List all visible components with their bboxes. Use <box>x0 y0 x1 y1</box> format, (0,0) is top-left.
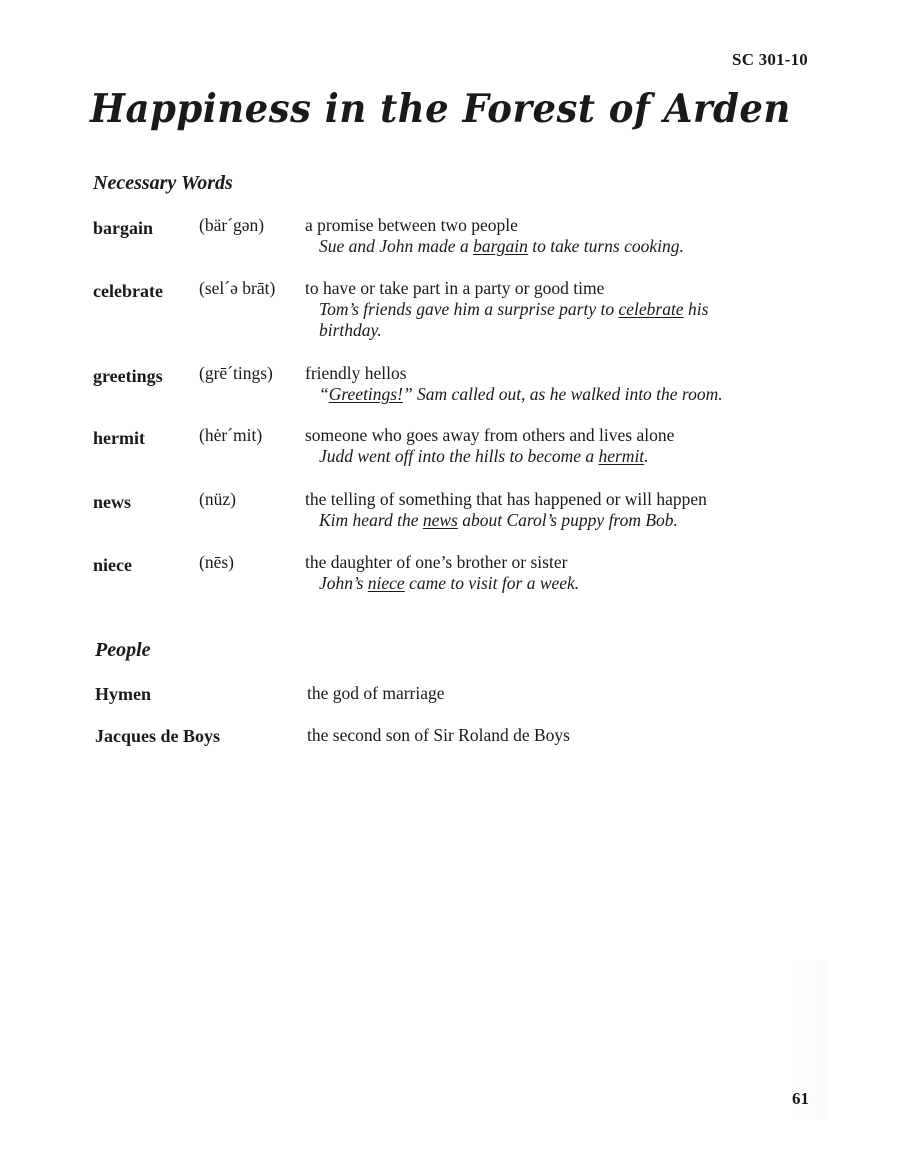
vocab-example: Tom’s friends gave him a surprise party to celebrate his birthday. <box>319 299 709 340</box>
person-name: Jacques de Boys <box>95 726 221 746</box>
vocab-example-keyword: Greetings! <box>328 384 403 404</box>
vocab-pronunciation: (nēs) <box>199 552 234 572</box>
vocab-example: “Greetings!” Sam called out, as he walked into the room. <box>319 384 723 404</box>
vocab-pronunciation: (nüz) <box>199 489 236 509</box>
vocab-pronunciation: (hėr´mit) <box>199 425 263 445</box>
vocab-example: John’s niece came to visit for a week. <box>319 573 580 593</box>
person-name: Hymen <box>95 684 151 704</box>
vocab-word: bargain <box>93 218 154 238</box>
vocab-definition: friendly hellos <box>305 363 407 383</box>
vocab-example-keyword: niece <box>367 573 405 593</box>
document-code: SC 301-10 <box>732 50 808 69</box>
vocab-example-keyword: hermit <box>598 446 645 466</box>
page-number: 61 <box>792 1089 809 1108</box>
vocab-definition: someone who goes away from others and lives alone <box>305 425 675 445</box>
vocab-example-keyword: news <box>422 510 458 530</box>
person-description: the second son of Sir Roland de Boys <box>307 725 570 745</box>
vocab-word: news <box>93 492 132 512</box>
vocab-definition: the telling of something that has happened or will happen <box>305 489 707 509</box>
vocab-pronunciation: (grē´tings) <box>199 363 273 383</box>
vocab-pronunciation: (bär´gən) <box>199 215 265 235</box>
vocab-example-keyword: celebrate <box>618 299 684 319</box>
person-description: the god of marriage <box>307 683 445 703</box>
vocab-example: Sue and John made a bargain to take turns cooking. <box>319 236 684 256</box>
necessary-words-heading: Necessary Words <box>93 172 233 194</box>
page-title: Happiness in the Forest of Arden <box>90 86 791 132</box>
people-heading: People <box>95 639 151 661</box>
vocab-example-keyword: bargain <box>473 236 528 256</box>
vocab-example: Kim heard the news about Carol’s puppy from Bob. <box>319 510 678 530</box>
vocab-word: greetings <box>93 366 163 386</box>
vocab-pronunciation: (sel´ə brāt) <box>199 278 276 298</box>
vocab-definition: to have or take part in a party or good time <box>305 278 605 298</box>
vocab-example: Judd went off into the hills to become a hermit. <box>319 446 649 466</box>
vocab-definition: a promise between two people <box>305 215 518 235</box>
vocab-word: celebrate <box>93 281 163 301</box>
vocab-definition: the daughter of one’s brother or sister <box>305 552 568 572</box>
vocab-word: niece <box>93 555 132 575</box>
vocab-word: hermit <box>93 428 145 448</box>
